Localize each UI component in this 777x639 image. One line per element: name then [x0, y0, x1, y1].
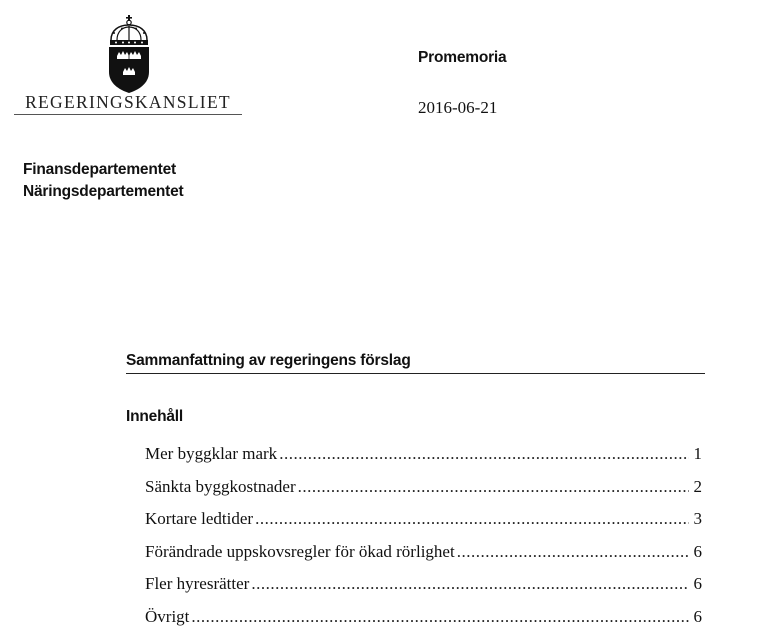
toc-entry[interactable]	[145, 570, 702, 603]
document-date: 2016-06-21	[418, 98, 498, 117]
logo-divider	[14, 114, 242, 115]
toc-entry[interactable]	[145, 473, 702, 506]
swedish-crown-shield-icon	[107, 14, 151, 94]
toc-heading: Innehåll	[126, 408, 183, 425]
toc-entry-page: 2	[693, 476, 702, 496]
toc-entry-page: 6	[693, 574, 702, 594]
toc-dot-leader	[279, 440, 689, 468]
summary-heading: Sammanfattning av regeringens förslag	[126, 352, 411, 369]
organization-wordmark: REGERINGSKANSLIET	[25, 92, 231, 112]
toc-entry-page: 6	[693, 541, 702, 561]
toc-entry-page: 1	[693, 444, 702, 463]
toc-entry-title: Förändrade uppskovsregler för ökad rörlighet	[145, 541, 455, 561]
toc-entry-page: 3	[693, 509, 702, 529]
toc-entry-title: Kortare ledtider	[145, 509, 254, 529]
toc-entry[interactable]	[145, 603, 702, 636]
toc-entry-title: Sänkta byggkostnader	[145, 476, 296, 496]
toc-entry[interactable]	[145, 505, 702, 538]
toc-entry[interactable]	[145, 538, 702, 571]
department-list	[23, 159, 184, 203]
government-logo	[14, 14, 242, 116]
table-of-contents	[145, 440, 702, 636]
toc-dot-leader	[191, 603, 689, 631]
toc-dot-leader	[298, 473, 689, 501]
toc-dot-leader	[457, 538, 689, 566]
heading-divider	[126, 373, 705, 374]
toc-entry-page: 6	[693, 606, 702, 626]
toc-dot-leader	[255, 505, 689, 533]
department-name: Finansdepartementet	[23, 161, 176, 178]
toc-entry-title: Fler hyresrätter	[145, 574, 250, 594]
toc-dot-leader	[251, 570, 689, 598]
toc-entry-title: Övrigt	[145, 606, 190, 626]
toc-entry-title: Mer byggklar mark	[145, 444, 278, 463]
document-type: Promemoria	[418, 49, 507, 66]
department-name: Näringsdepartementet	[23, 183, 184, 200]
toc-entry[interactable]	[145, 440, 702, 473]
